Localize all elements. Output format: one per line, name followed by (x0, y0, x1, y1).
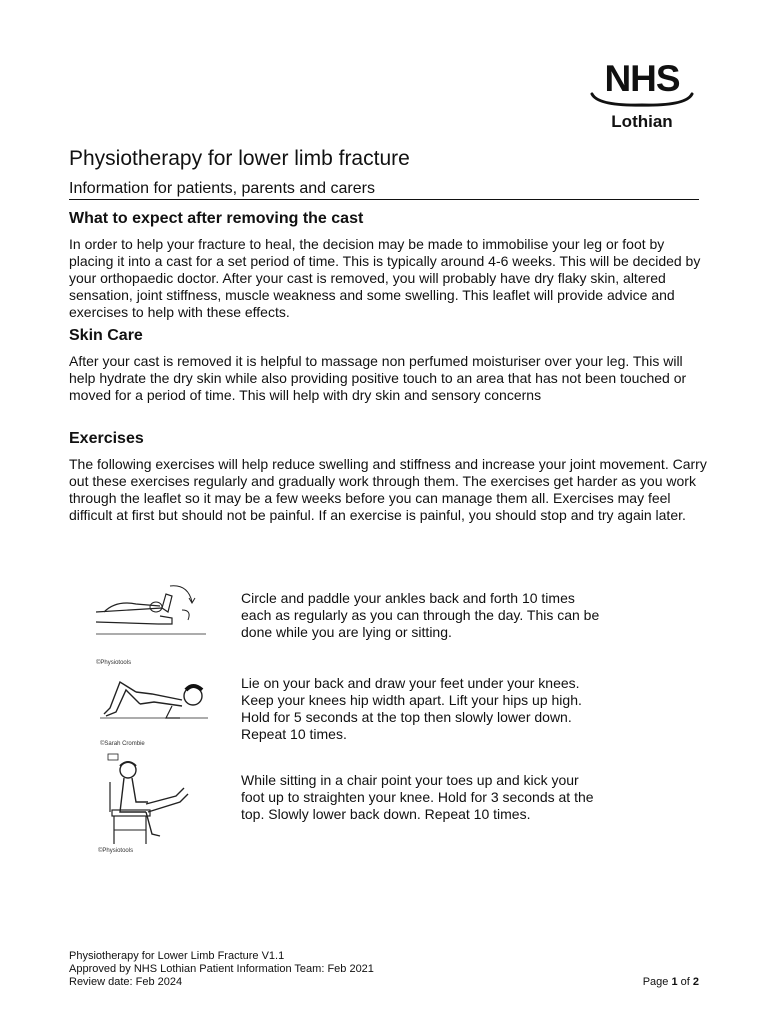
footer-approval: Approved by NHS Lothian Patient Information Team: Feb 2021 (69, 963, 374, 975)
page-number (643, 976, 699, 989)
ankle-circles-illustration (96, 572, 214, 668)
bridging-illustration (96, 674, 214, 740)
section-heading-exercises: Exercises (69, 430, 144, 447)
section-body-exercises: The following exercises will help reduce swelling and stiffness and increase your joint movement. Carry out these exercises regularly and gradually work through them. The exercises get harder as you work through the leaflet so it may be a few weeks before you can manage them all. Exercises may feel difficult at first but should not be painful. If an exercise is painful, you should stop and try again later. (69, 456, 707, 523)
exercise-1-text: Circle and paddle your ankles back and forth 10 times each as regularly as you can through the day. This can be done while you are lying or sitting. (241, 590, 600, 640)
logo-lothian-text: Lothian (611, 112, 673, 131)
footer-version: Physiotherapy for Lower Limb Fracture V1.1 (69, 950, 285, 962)
logo-nhs-text: NHS (604, 58, 680, 99)
exercise-3-credit: ©Physiotools (98, 848, 134, 854)
page-subtitle: Information for patients, parents and carers (69, 180, 375, 197)
page-total: 2 (692, 976, 699, 988)
section-body-skin-care: After your cast is removed it is helpful to massage non perfumed moisturiser over your leg. This will help hydrate the dry skin while also providing positive touch to an area that has not been touched or moved for a period of time. This will help with dry skin and sensory concerns (69, 353, 687, 403)
title-divider (69, 199, 699, 200)
exercise-2-credit: ©Sarah Crombie (100, 741, 145, 747)
section-heading-what-to-expect: What to expect after removing the cast (69, 210, 364, 227)
section-heading-skin-care: Skin Care (69, 327, 143, 344)
seated-knee-extension-illustration (96, 752, 214, 852)
page-title: Physiotherapy for lower limb fracture (69, 147, 410, 170)
document-footer (69, 950, 374, 989)
exercise-2-text: Lie on your back and draw your feet under your knees. Keep your knees hip width apart. Lift your hips up high. Hold for 5 seconds at the top then slowly lower down. Repeat 10 times. (241, 675, 582, 742)
page-prefix: Page (642, 976, 672, 988)
section-body-what-to-expect: In order to help your fracture to heal, the decision may be made to immobilise your leg or foot by placing it into a cast for a set period of time. This is typically around 4-6 weeks. This will be decided by your orthopaedic doctor. After your cast is removed, you will probably have dry flaky skin, altered sensation, joint stiffness, muscle weakness and some swelling. This leaflet will provide advice and exercises to help with these effects. (69, 236, 701, 320)
exercise-3-text: While sitting in a chair point your toes up and kick your foot up to straighten your knee. Hold for 3 seconds at the top. Slowly lower back down. Repeat 10 times. (241, 772, 594, 822)
page-separator: of (677, 976, 693, 988)
footer-review-date: Review date: Feb 2024 (69, 976, 183, 988)
nhs-lothian-logo (590, 58, 700, 138)
logo-swoosh-graphic (590, 92, 694, 110)
page-current: 1 (671, 976, 678, 988)
exercise-1-credit: ©Physiotools (96, 660, 132, 666)
